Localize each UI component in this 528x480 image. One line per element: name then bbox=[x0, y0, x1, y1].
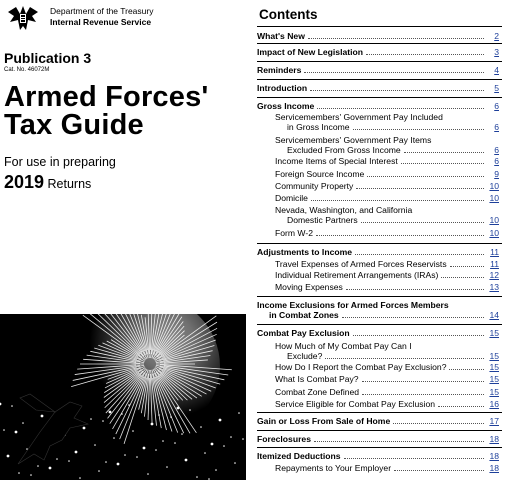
toc-entry[interactable] bbox=[257, 65, 499, 75]
dot-leader bbox=[310, 90, 484, 91]
toc-page-link[interactable]: 18 bbox=[489, 434, 499, 444]
toc-entry[interactable] bbox=[275, 463, 499, 473]
toc-page-link[interactable]: 18 bbox=[489, 463, 499, 473]
toc-entry-continuation: Domestic Partners bbox=[287, 215, 358, 225]
toc-entry-label: Gain or Loss From Sale of Home bbox=[257, 416, 391, 426]
toc-entry-label[interactable]: Servicemembers' Government Pay Included bbox=[275, 112, 443, 122]
toc-entry-label: What Is Combat Pay? bbox=[275, 374, 359, 384]
toc-entry-label: Impact of New Legislation bbox=[257, 47, 364, 57]
tax-year: 2019 bbox=[4, 172, 45, 192]
toc-page-link[interactable]: 12 bbox=[489, 270, 499, 280]
dot-leader bbox=[362, 381, 484, 382]
toc-page-link[interactable]: 6 bbox=[494, 122, 499, 132]
dot-leader bbox=[404, 152, 484, 153]
dot-leader bbox=[353, 129, 484, 130]
toc-page-link[interactable]: 10 bbox=[489, 215, 499, 225]
dot-leader bbox=[355, 254, 484, 255]
toc-entry[interactable] bbox=[287, 215, 499, 225]
contents-divider bbox=[257, 26, 502, 27]
toc-page-link[interactable]: 15 bbox=[489, 362, 499, 372]
toc-entry[interactable] bbox=[287, 351, 499, 361]
catalog-number: Cat. No. 46072M bbox=[4, 67, 50, 73]
toc-page-link[interactable]: 11 bbox=[490, 247, 499, 257]
toc-entry-label: Travel Expenses of Armed Forces Reservists bbox=[275, 259, 447, 269]
dot-leader bbox=[450, 266, 484, 267]
toc-entry[interactable] bbox=[257, 247, 499, 257]
toc-entry-label: Itemized Deductions bbox=[257, 451, 341, 461]
dot-leader bbox=[344, 458, 484, 459]
toc-entry-label: Combat Zone Defined bbox=[275, 387, 360, 397]
toc-entry[interactable] bbox=[287, 122, 499, 132]
toc-entry-label: Gross Income bbox=[257, 101, 315, 111]
toc-entry[interactable] bbox=[275, 259, 499, 269]
section-divider bbox=[257, 324, 502, 325]
dot-leader bbox=[361, 222, 484, 223]
toc-entry-label[interactable]: How Much of My Combat Pay Can I bbox=[275, 341, 412, 351]
toc-entry-label: Combat Pay Exclusion bbox=[257, 328, 350, 338]
toc-page-link[interactable]: 14 bbox=[489, 310, 499, 320]
toc-page-link[interactable]: 15 bbox=[489, 374, 499, 384]
toc-entry-label: Foreclosures bbox=[257, 434, 311, 444]
prep-text: For use in preparing bbox=[4, 155, 116, 169]
dot-leader bbox=[367, 176, 484, 177]
toc-page-link[interactable]: 6 bbox=[494, 101, 499, 111]
toc-entry[interactable] bbox=[257, 31, 499, 41]
dot-leader bbox=[366, 54, 484, 55]
toc-entry-label: Adjustments to Income bbox=[257, 247, 353, 257]
toc-page-link[interactable]: 18 bbox=[489, 451, 499, 461]
toc-entry-label: Introduction bbox=[257, 83, 308, 93]
document-title bbox=[4, 83, 209, 139]
dot-leader bbox=[342, 317, 484, 318]
toc-entry[interactable] bbox=[257, 83, 499, 93]
dot-leader bbox=[393, 423, 484, 424]
dot-leader bbox=[311, 200, 484, 201]
toc-entry[interactable] bbox=[257, 47, 499, 57]
toc-entry-continuation: Excluded From Gross Income bbox=[287, 145, 401, 155]
dot-leader bbox=[325, 358, 484, 359]
toc-entry-label: Repayments to Your Employer bbox=[275, 463, 392, 473]
returns-text: Returns bbox=[47, 177, 92, 191]
toc-entry-label: Reminders bbox=[257, 65, 302, 75]
dot-leader bbox=[441, 277, 484, 278]
department-name: Department of the Treasury bbox=[50, 6, 154, 16]
fireworks-eagle-graphic bbox=[0, 314, 246, 480]
toc-entry[interactable] bbox=[257, 328, 499, 338]
section-divider bbox=[257, 61, 502, 62]
toc-entry-label[interactable]: Income Exclusions for Armed Forces Members bbox=[257, 300, 449, 310]
toc-page-link[interactable]: 15 bbox=[489, 351, 499, 361]
toc-entry-continuation: in Gross Income bbox=[287, 122, 350, 132]
contents-heading: Contents bbox=[259, 7, 318, 22]
toc-page-link[interactable]: 15 bbox=[489, 387, 499, 397]
toc-page-link[interactable]: 13 bbox=[489, 282, 499, 292]
toc-entry[interactable] bbox=[275, 169, 499, 179]
toc-entry[interactable] bbox=[257, 416, 499, 426]
toc-entry-label: Income Items of Special Interest bbox=[275, 156, 398, 166]
toc-page-link[interactable]: 10 bbox=[489, 193, 499, 203]
section-divider bbox=[257, 243, 502, 244]
toc-entry-continuation: Exclude? bbox=[287, 351, 323, 361]
dot-leader bbox=[317, 108, 484, 109]
toc-page-link[interactable]: 6 bbox=[494, 145, 499, 155]
dot-leader bbox=[304, 72, 484, 73]
dot-leader bbox=[353, 335, 484, 336]
toc-entry-label: Service Eligible for Combat Pay Exclusion bbox=[275, 399, 436, 409]
dot-leader bbox=[401, 163, 484, 164]
section-divider bbox=[257, 412, 502, 413]
toc-page-link[interactable]: 5 bbox=[494, 83, 499, 93]
toc-entry-label: Community Property bbox=[275, 181, 354, 191]
toc-entry-label: Form W-2 bbox=[275, 228, 314, 238]
section-divider bbox=[257, 43, 502, 44]
toc-entry-continuation: in Combat Zones bbox=[269, 310, 339, 320]
toc-entry-label: How Do I Report the Combat Pay Exclusion? bbox=[275, 362, 447, 372]
toc-entry[interactable] bbox=[257, 451, 499, 461]
toc-entry[interactable] bbox=[257, 434, 499, 444]
toc-entry[interactable] bbox=[287, 145, 499, 155]
fireworks-eagle-image bbox=[0, 314, 246, 480]
tax-year-line bbox=[4, 172, 91, 193]
toc-entry[interactable] bbox=[275, 374, 499, 384]
section-divider bbox=[257, 97, 502, 98]
dot-leader bbox=[438, 406, 484, 407]
dot-leader bbox=[394, 470, 484, 471]
toc-entry[interactable] bbox=[275, 387, 499, 397]
section-divider bbox=[257, 296, 502, 297]
toc-page-link[interactable]: 15 bbox=[489, 328, 499, 338]
publication-number: Publication 3 bbox=[4, 50, 92, 66]
title-line-2: Tax Guide bbox=[4, 109, 144, 141]
toc-entry-label: What's New bbox=[257, 31, 305, 41]
toc-page-link[interactable]: 3 bbox=[494, 47, 499, 57]
toc-entry[interactable] bbox=[269, 310, 499, 320]
toc-entry-label[interactable]: Servicemembers' Government Pay Items bbox=[275, 135, 432, 145]
dot-leader bbox=[314, 441, 484, 442]
toc-entry[interactable] bbox=[275, 282, 499, 292]
toc-entry-label: Domicile bbox=[275, 193, 308, 203]
title-line-1: Armed Forces' bbox=[4, 81, 209, 113]
dot-leader bbox=[449, 369, 484, 370]
section-divider bbox=[257, 430, 502, 431]
toc-entry[interactable] bbox=[275, 362, 499, 372]
toc-page-link[interactable]: 6 bbox=[494, 156, 499, 166]
toc-entry-label[interactable]: Nevada, Washington, and California bbox=[275, 205, 413, 215]
toc-page-link[interactable]: 11 bbox=[490, 259, 499, 269]
toc-page-link[interactable]: 17 bbox=[489, 416, 499, 426]
toc-entry[interactable] bbox=[275, 270, 499, 280]
dot-leader bbox=[362, 394, 484, 395]
dot-leader bbox=[316, 235, 484, 236]
toc-entry-label: Individual Retirement Arrangements (IRAs) bbox=[275, 270, 439, 280]
dot-leader bbox=[346, 289, 484, 290]
toc-entry-label: Moving Expenses bbox=[275, 282, 343, 292]
toc-page-link[interactable]: 10 bbox=[489, 228, 499, 238]
cover-column bbox=[0, 0, 250, 480]
toc-page-link[interactable]: 2 bbox=[494, 31, 499, 41]
toc-entry[interactable] bbox=[275, 399, 499, 409]
toc-page-link[interactable]: 16 bbox=[489, 399, 499, 409]
toc-page-link[interactable]: 4 bbox=[494, 65, 499, 75]
dot-leader bbox=[308, 38, 484, 39]
toc-entry[interactable] bbox=[275, 156, 499, 166]
toc-page-link[interactable]: 10 bbox=[489, 181, 499, 191]
treasury-eagle-logo bbox=[6, 4, 40, 34]
toc-page-link[interactable]: 9 bbox=[494, 169, 499, 179]
agency-name: Internal Revenue Service bbox=[50, 17, 152, 27]
section-divider bbox=[257, 447, 502, 448]
toc-entry[interactable] bbox=[275, 193, 499, 203]
toc-entry-label: Foreign Source Income bbox=[275, 169, 365, 179]
section-divider bbox=[257, 79, 502, 80]
agency-header bbox=[50, 6, 153, 28]
dot-leader bbox=[356, 188, 484, 189]
toc-entry[interactable] bbox=[275, 181, 499, 191]
toc-entry[interactable] bbox=[257, 101, 499, 111]
toc-entry[interactable] bbox=[275, 228, 499, 238]
